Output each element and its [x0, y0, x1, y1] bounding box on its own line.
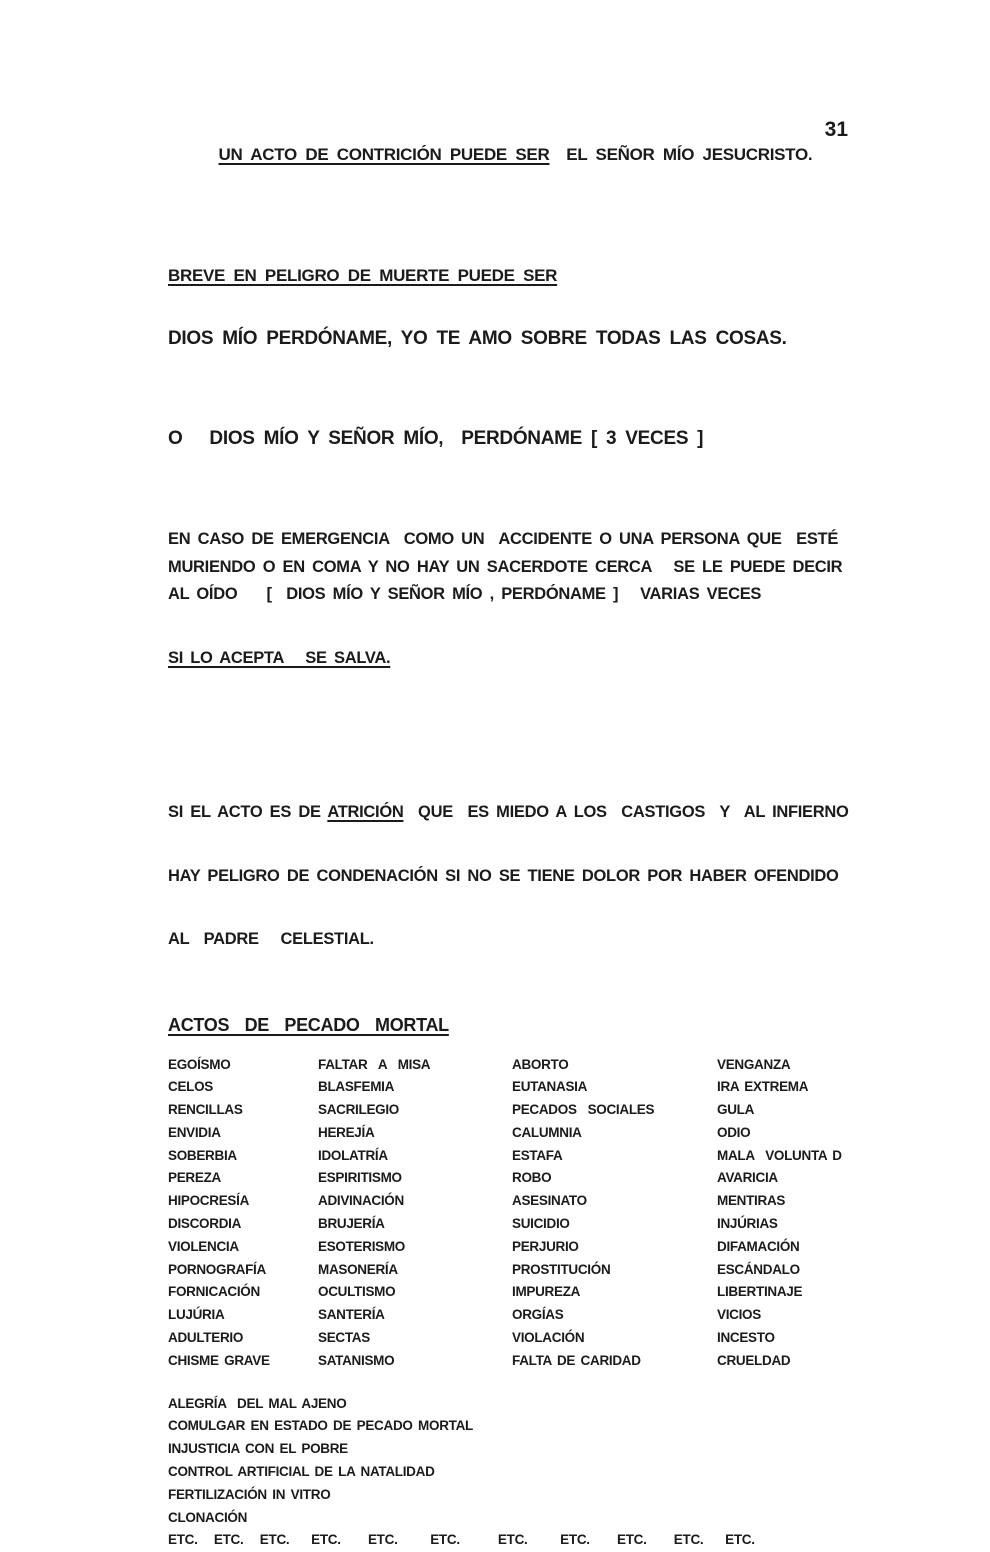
additional-sin-item: CLONACIÓN: [168, 1509, 248, 1525]
sin-item: FALTA DE CARIDAD: [512, 1352, 641, 1368]
sin-item: ODIO: [717, 1124, 751, 1140]
sins-column-2: [318, 1054, 512, 1373]
sin-item: VIOLACIÓN: [512, 1330, 585, 1346]
page-number: 31: [824, 118, 848, 141]
paragraph-line: HAY PELIGRO DE CONDENACIÓN SI NO SE TIENE DOLOR POR HABER OFENDIDO: [168, 866, 839, 885]
additional-sin-item: INJUSTICIA CON EL POBRE: [168, 1441, 348, 1457]
sin-item: PERJURIO: [512, 1238, 579, 1254]
sins-column-3: [512, 1054, 717, 1373]
sin-item: PORNOGRAFÍA: [168, 1261, 266, 1277]
emergency-paragraph: [168, 490, 850, 708]
sin-item: INJÚRIAS: [717, 1216, 778, 1232]
paragraph-line: [168, 799, 850, 827]
etc-line: ETC. ETC. ETC. ETC. ETC. ETC. ETC. ETC. ETC. ETC. ETC.: [168, 1532, 755, 1548]
sin-item: ABORTO: [512, 1056, 569, 1072]
sin-item: PEREZA: [168, 1170, 221, 1186]
breve-section: [168, 228, 850, 390]
sin-item: PECADOS SOCIALES: [512, 1102, 655, 1118]
atricion-underlined: ATRICIÓN: [327, 803, 404, 821]
sin-item: ESPIRITISMO: [318, 1170, 402, 1186]
sin-item: VENGANZA: [717, 1056, 791, 1072]
emergency-lines: [168, 526, 850, 609]
sin-item: ENVIDIA: [168, 1124, 221, 1140]
sin-item: HEREJÍA: [318, 1124, 375, 1140]
sin-item: IMPUREZA: [512, 1284, 581, 1300]
additional-sin-item: FERTILIZACIÓN IN VITRO: [168, 1486, 331, 1502]
additional-sins-list: [168, 1393, 850, 1530]
sin-item: ASESINATO: [512, 1193, 587, 1209]
sin-item: HIPOCRESÍA: [168, 1193, 250, 1209]
additional-sin-item: COMULGAR EN ESTADO DE PECADO MORTAL: [168, 1418, 473, 1434]
sin-item: ESOTERISMO: [318, 1238, 406, 1254]
sin-item: GULA: [717, 1102, 755, 1118]
sin-item: VICIOS: [717, 1307, 761, 1323]
sin-item: EGOÍSMO: [168, 1056, 231, 1072]
paragraph-line: MURIENDO O EN COMA Y NO HAY UN SACERDOTE CERCA SE LE PUEDE DECIR: [168, 557, 843, 576]
additional-sin-item: ALEGRÍA DEL MAL AJENO: [168, 1395, 347, 1411]
sin-item: ORGÍAS: [512, 1307, 564, 1323]
paragraph-line: AL PADRE CELESTIAL.: [168, 930, 374, 948]
sin-item: IDOLATRÍA: [318, 1147, 388, 1163]
sin-item: ESCÁNDALO: [717, 1261, 800, 1277]
page-title-underlined: UN ACTO DE CONTRICIÓN PUEDE SER: [218, 145, 550, 164]
sin-item: VIOLENCIA: [168, 1238, 239, 1254]
sins-column-4: [717, 1054, 850, 1373]
invocation-line: O DIOS MÍO Y SEÑOR MÍO, PERDÓNAME [ 3 VECES ]: [168, 428, 704, 449]
sin-item: SOBERBIA: [168, 1147, 237, 1163]
atricion-prefix: SI EL ACTO ES DE: [168, 803, 328, 821]
sin-item: MENTIRAS: [717, 1193, 786, 1209]
sin-item: ROBO: [512, 1170, 552, 1186]
sin-item: DISCORDIA: [168, 1216, 242, 1232]
sin-item: ESTAFA: [512, 1147, 563, 1163]
page-title-rest: EL SEÑOR MÍO JESUCRISTO.: [549, 145, 813, 164]
sin-item: DIFAMACIÓN: [717, 1238, 800, 1254]
sin-item: FORNICACIÓN: [168, 1284, 260, 1300]
sin-item: PROSTITUCIÓN: [512, 1261, 611, 1277]
sin-item: SECTAS: [318, 1330, 370, 1346]
mortal-sins-table: [168, 1054, 850, 1373]
sin-item: SATANISMO: [318, 1352, 395, 1368]
sin-item: FALTAR A MISA: [318, 1056, 431, 1072]
sin-item: BLASFEMIA: [318, 1079, 395, 1095]
atricion-paragraph: [168, 763, 850, 990]
breve-line: DIOS MÍO PERDÓNAME, YO TE AMO SOBRE TODAS LAS COSAS.: [168, 328, 787, 349]
paragraph-line: EN CASO DE EMERGENCIA COMO UN ACCIDENTE O UNA PERSONA QUE ESTÉ: [168, 530, 839, 548]
page-header: [168, 118, 850, 191]
emergency-conclusion: SI LO ACEPTA SE SALVA.: [168, 648, 391, 667]
sin-item: MASONERÍA: [318, 1261, 398, 1277]
atricion-suffix: QUE ES MIEDO A LOS CASTIGOS Y AL INFIERNO: [403, 803, 849, 821]
sins-column-1: [168, 1054, 318, 1373]
sin-item: LUJÚRIA: [168, 1307, 225, 1323]
sin-item: IRA EXTREMA: [717, 1079, 809, 1095]
sin-item: RENCILLAS: [168, 1102, 243, 1118]
mortal-sins-heading: ACTOS DE PECADO MORTAL: [168, 1014, 449, 1035]
sin-item: SANTERÍA: [318, 1307, 385, 1323]
sin-item: BRUJERÍA: [318, 1216, 385, 1232]
sin-item: CHISME GRAVE: [168, 1352, 270, 1368]
page-title: [168, 119, 812, 191]
sin-item: LIBERTINAJE: [717, 1284, 803, 1300]
sin-item: ADIVINACIÓN: [318, 1193, 404, 1209]
paragraph-line: AL OÍDO [ DIOS MÍO Y SEÑOR MÍO , PERDÓNAME ] VARIAS VECES: [168, 585, 762, 603]
sin-item: AVARICIA: [717, 1170, 778, 1186]
sin-item: SUICIDIO: [512, 1216, 570, 1232]
sin-item: CELOS: [168, 1079, 214, 1095]
additional-sin-item: CONTROL ARTIFICIAL DE LA NATALIDAD: [168, 1464, 435, 1480]
sin-item: EUTANASIA: [512, 1079, 588, 1095]
sin-item: OCULTISMO: [318, 1284, 396, 1300]
sin-item: CRUELDAD: [717, 1352, 791, 1368]
sin-item: ADULTERIO: [168, 1330, 244, 1346]
breve-heading: BREVE EN PELIGRO DE MUERTE PUEDE SER: [168, 266, 558, 285]
sin-item: INCESTO: [717, 1330, 775, 1346]
sin-item: MALA VOLUNTA D: [717, 1147, 842, 1163]
sin-item: SACRILEGIO: [318, 1102, 400, 1118]
sin-item: CALUMNIA: [512, 1124, 582, 1140]
